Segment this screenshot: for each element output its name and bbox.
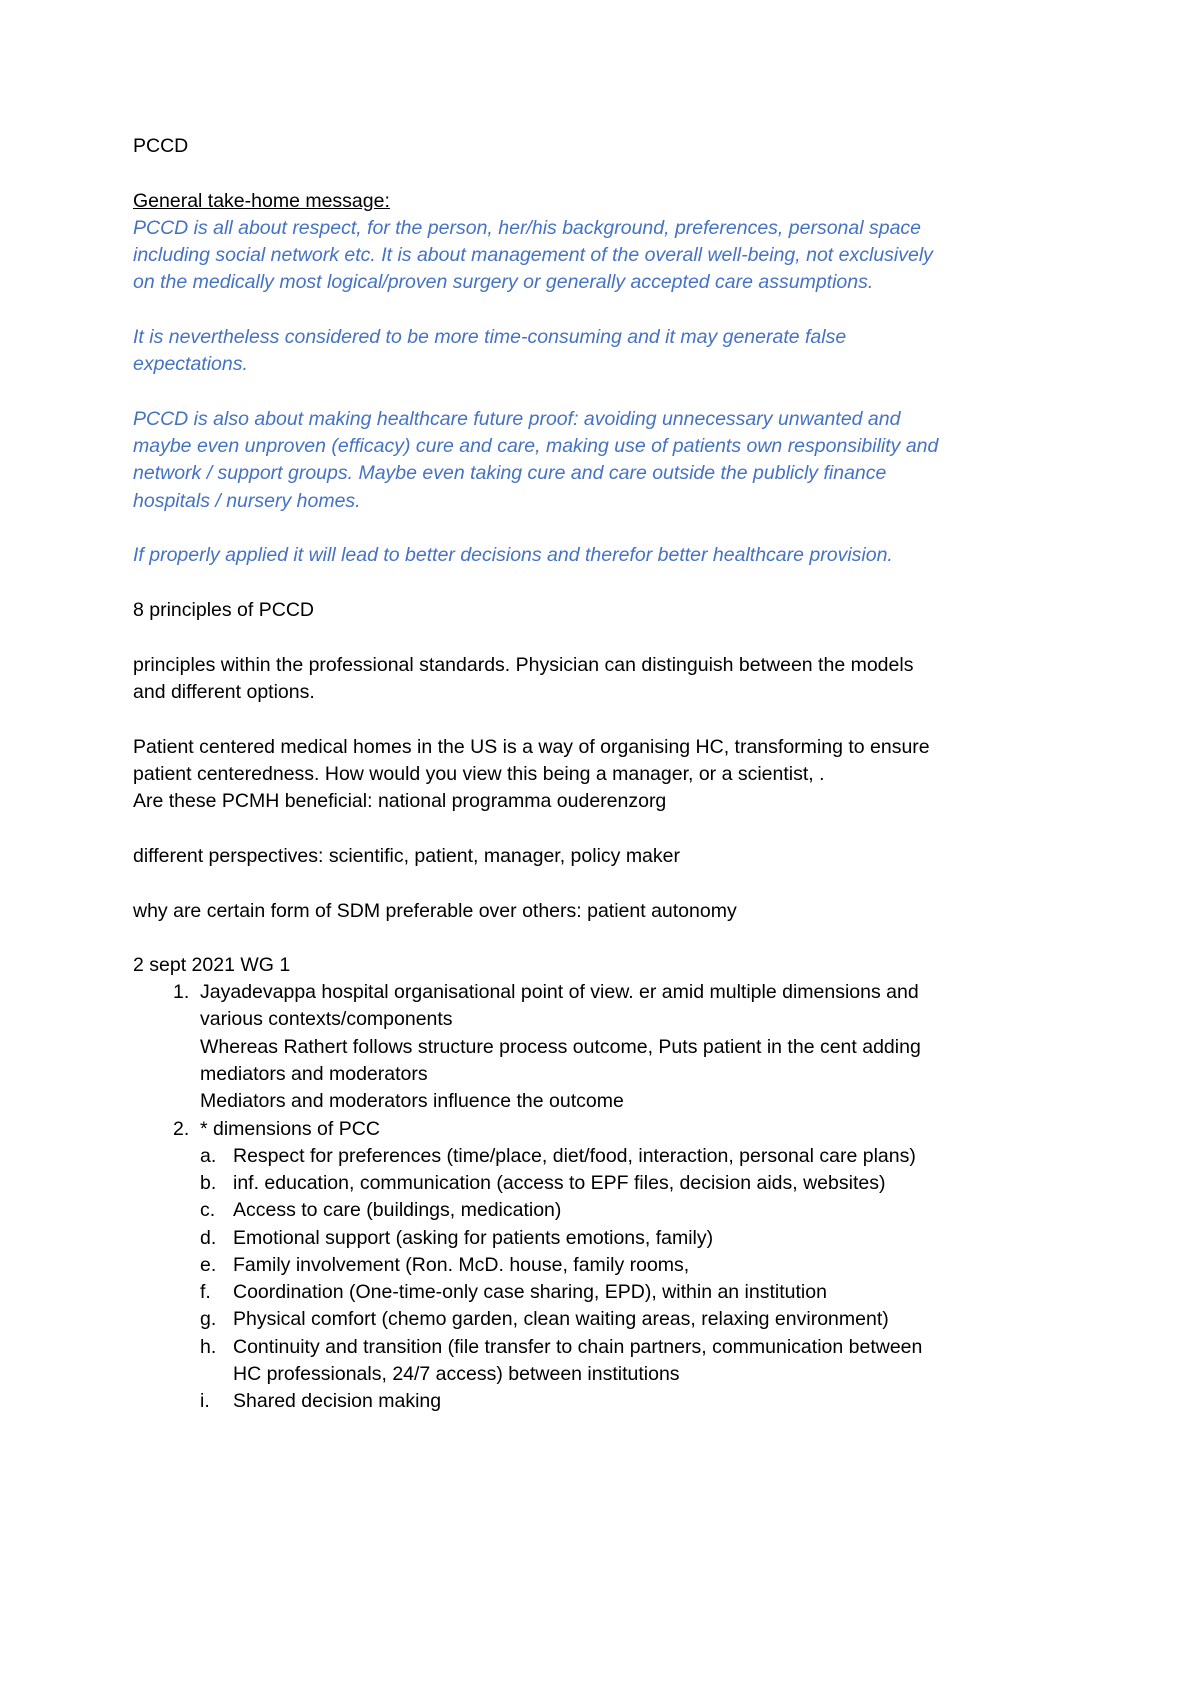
- sdm-line: why are certain form of SDM preferable over others: patient autonomy: [133, 900, 737, 922]
- item1-line: Whereas Rathert follows structure process outcome, Puts patient in the cent adding: [200, 1036, 921, 1058]
- sub-item-line: Emotional support (asking for patients emotions, family): [233, 1227, 714, 1249]
- take-home-p2-line: It is nevertheless considered to be more time-consuming and it may generate false: [133, 326, 847, 348]
- take-home-p3-line: PCCD is also about making healthcare future proof: avoiding unnecessary unwanted and: [133, 408, 901, 430]
- sub-item-line: Shared decision making: [233, 1390, 442, 1412]
- pcmh-line: Patient centered medical homes in the US is a way of organising HC, transforming to ensure: [133, 736, 930, 758]
- take-home-p3-line: maybe even unproven (efficacy) cure and care, making use of patients own responsibility and: [133, 435, 939, 457]
- take-home-p4: If properly applied it will lead to better decisions and therefor better healthcare provision.: [133, 544, 893, 566]
- sub-item-line: Access to care (buildings, medication): [233, 1199, 562, 1221]
- sub-letter: e.: [200, 1254, 217, 1276]
- sub-item-line: inf. education, communication (access to EPF files, decision aids, websites): [233, 1172, 886, 1194]
- list-number: 1.: [173, 981, 190, 1003]
- wg-heading: 2 sept 2021 WG 1: [133, 954, 291, 976]
- sub-letter: h.: [200, 1336, 217, 1358]
- sub-item-line: Continuity and transition (file transfer to chain partners, communication between: [233, 1336, 923, 1358]
- item1-line: various contexts/components: [200, 1008, 453, 1030]
- sub-item-line: HC professionals, 24/7 access) between institutions: [233, 1363, 680, 1385]
- item2-text: * dimensions of PCC: [200, 1118, 380, 1140]
- take-home-p1-line: PCCD is all about respect, for the person, her/his background, preferences, personal space: [133, 217, 922, 239]
- take-home-p1-line: on the medically most logical/proven surgery or generally accepted care assumptions.: [133, 271, 874, 293]
- sub-item-line: Family involvement (Ron. McD. house, family rooms,: [233, 1254, 690, 1276]
- sub-letter: a.: [200, 1145, 217, 1167]
- item1-line: Mediators and moderators influence the outcome: [200, 1090, 624, 1112]
- sub-letter: i.: [200, 1390, 210, 1412]
- sub-letter: c.: [200, 1199, 216, 1221]
- item1-line: mediators and moderators: [200, 1063, 428, 1085]
- document-title: PCCD: [133, 135, 189, 157]
- sub-letter: f.: [200, 1281, 211, 1303]
- take-home-p1-line: including social network etc. It is about management of the overall well-being, not exclusively: [133, 244, 933, 266]
- principles-heading: 8 principles of PCCD: [133, 599, 314, 621]
- sub-letter: d.: [200, 1227, 217, 1249]
- take-home-p2-line: expectations.: [133, 353, 248, 375]
- item1-line: Jayadevappa hospital organisational point of view. er amid multiple dimensions and: [200, 981, 919, 1003]
- pcmh-line: Are these PCMH beneficial: national programma ouderenzorg: [133, 790, 667, 812]
- perspectives-line: different perspectives: scientific, patient, manager, policy maker: [133, 845, 680, 867]
- take-home-p3-line: hospitals / nursery homes.: [133, 490, 361, 512]
- take-home-p3-line: network / support groups. Maybe even taking cure and care outside the publicly finance: [133, 462, 887, 484]
- sub-letter: g.: [200, 1308, 217, 1330]
- pcmh-line: patient centeredness. How would you view this being a manager, or a scientist, .: [133, 763, 825, 785]
- principles-line: and different options.: [133, 681, 315, 703]
- sub-item-line: Coordination (One-time-only case sharing, EPD), within an institution: [233, 1281, 827, 1303]
- principles-line: principles within the professional standards. Physician can distinguish between the models: [133, 654, 914, 676]
- take-home-heading: General take-home message:: [133, 190, 390, 212]
- sub-item-line: Physical comfort (chemo garden, clean waiting areas, relaxing environment): [233, 1308, 889, 1330]
- list-number: 2.: [173, 1118, 190, 1140]
- sub-item-line: Respect for preferences (time/place, diet/food, interaction, personal care plans): [233, 1145, 916, 1167]
- sub-letter: b.: [200, 1172, 217, 1194]
